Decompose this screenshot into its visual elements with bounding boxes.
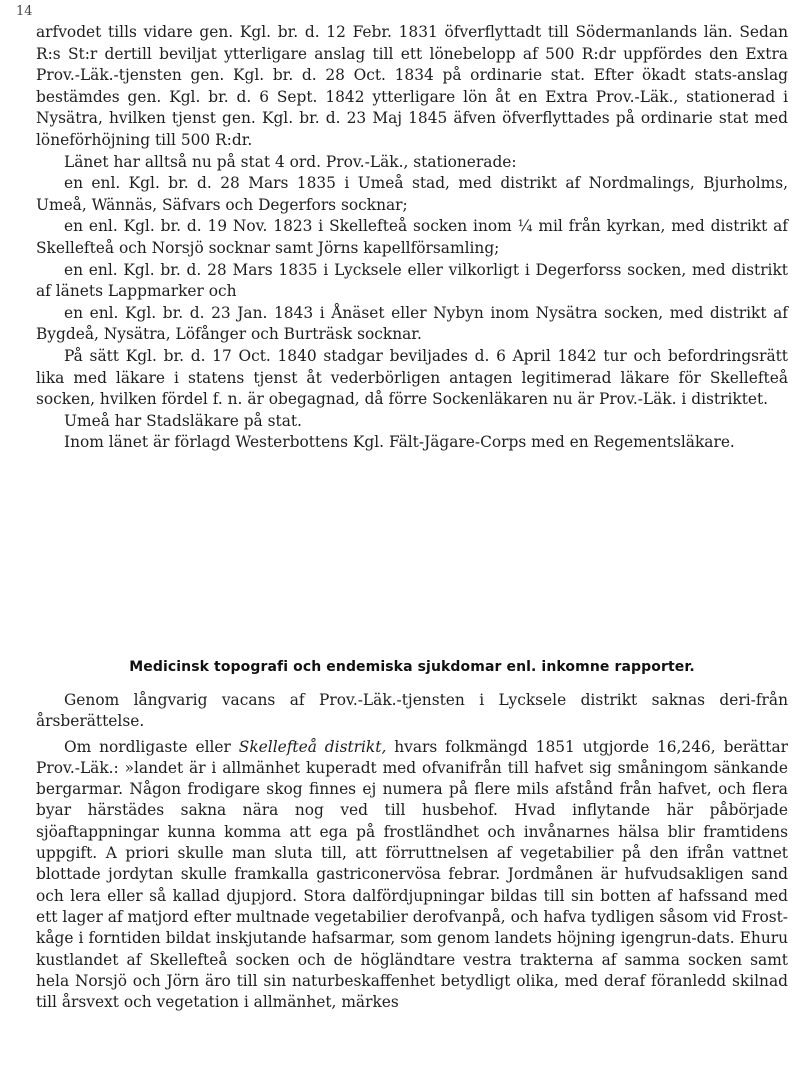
paragraph-6: en enl. Kgl. br. d. 23 Jan. 1843 i Ånäset eller Nybyn inom Nysätra socken, med distrikt af Bygdeå, Nysätra, Löfånger och Burträsk socknar. [36,303,788,344]
paragraph-3: en enl. Kgl. br. d. 28 Mars 1835 i Umeå stad, med distrikt af Nordmalings, Bjurholms, Umeå, Wännäs, Säfvars och Degerfors socknar; [36,174,788,214]
paragraph-2: Länet har alltså nu på stat 4 ord. Prov.-Läk., stationerade: [64,152,517,171]
section-heading: Medicinsk topografi och endemiska sjukdomar enl. inkomne rapporter. [129,659,695,675]
paragraph-5: en enl. Kgl. br. d. 28 Mars 1835 i Lycksele eller vilkorligt i Degerforss socken, med distrikt af länets Lappmarker och [36,260,788,301]
section-paragraph-2 [36,737,788,1014]
section-paragraph-2-start: Om nordligaste eller [64,737,239,756]
section-paragraph-2-rest: hvars folkmängd 1851 utgjorde 16,246, berättar Prov.-Läk.: »landet är i allmänhet kuperadt med ofvanifrån till hafvet sig småningom sänkande bergarmar. Någon frodigare skog finnes ej numera på flere mils afstånd från hafvet, och flera byar härstädes sakna nära nog ved till husbehof. Hvad inflytande här påbörjade sjöaftappningar kunna komma att ega på frostländhet och invånarnes hälsa blir framtidens uppgift. A priori skulle man sluta till, att förruttnelsen af vegetabilier på den ifrån vattnet blottade jordytan skulle framkalla gastriconervösa febrar. Jordmånen är hufvudsakligen sand och lera eller så kallad djupjord. Stora dalfördjupningar bildas till sin botten af hafssand med ett lager af matjord efter multnade vegetabilier derofvanpå, och hafva tydligen såsom vid Frost-kåge i forntiden bildat inskjutande hafsarmar, som genom landets höjning igengrun-dats. Ehuru kustlandet af Skellefteå socken och de högländtare vestra trakterna af samma socken samt hela Norsjö och Jörn äro till sin naturbeskaffenhet betydligt olika, med deraf föranledd skilnad till årsvext och vegetation i allmänhet, märkes [36,737,789,1012]
district-name-italic: Skellefteå distrikt, [238,737,387,756]
main-text [36,22,788,454]
section-paragraph-1: Genom långvarig vacans af Prov.-Läk.-tjensten i Lycksele distrikt saknas deri-från årsberättelse. [36,691,788,731]
page-number: 14 [16,4,33,19]
section-text [36,690,788,1013]
paragraph-9: Inom länet är förlagd Westerbottens Kgl. Fält-Jägare-Corps med en Regementsläkare. [64,433,735,452]
paragraph-4: en enl. Kgl. br. d. 19 Nov. 1823 i Skellefteå socken inom ¼ mil från kyrkan, med distrikt af Skellefteå och Norsjö socknar samt Jörns kapellförsamling; [36,217,788,257]
paragraph-7: På sätt Kgl. br. d. 17 Oct. 1840 stadgar beviljades d. 6 April 1842 tur och befordringsrätt lika med läkare i statens tjenst åt vederbörligen antagen legitimerad läkare för Skellefteå socken, hvilken fördel f. n. är obegagnad, då förre Sockenläkaren nu är Prov.-Läk. i distriktet. [36,346,788,409]
paragraph-1: arfvodet tills vidare gen. Kgl. br. d. 12 Febr. 1831 öfverflyttadt till Södermanlands län. Sedan R:s St:r dertill beviljat ytterligare anslag till ett lönebelopp af 500 R:dr uppfördes den Extra Prov.-Läk.-tjensten gen. Kgl. br. d. 28 Oct. 1834 på ordinarie stat. Efter ökadt stats-anslag bestämdes gen. Kgl. br. d. 6 Sept. 1842 ytterligare lön åt en Extra Prov.-Läk., stationerad i Nysätra, hvilken tjenst gen. Kgl. br. d. 23 Maj 1845 äfven öfverflyttades på ordinarie stat med löneförhöjning till 500 R:dr. [36,23,788,149]
paragraph-8: Umeå har Stadsläkare på stat. [64,411,302,430]
